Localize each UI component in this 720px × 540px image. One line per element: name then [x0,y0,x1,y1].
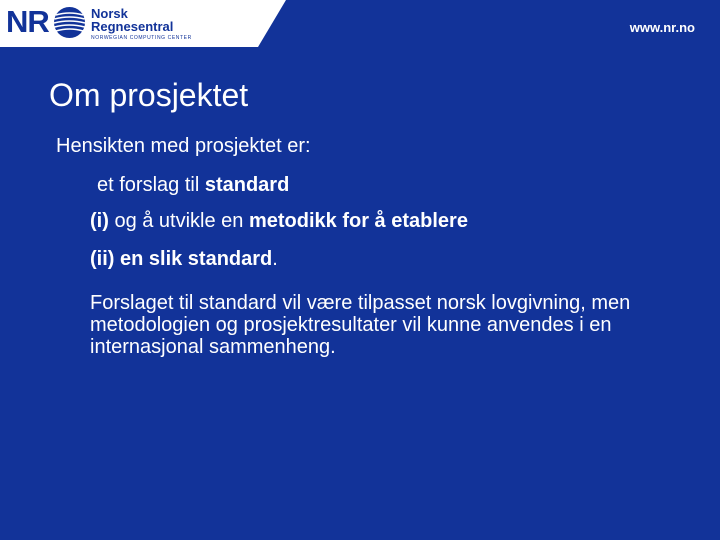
bullet-line-b [90,209,468,233]
intro-text: Hensikten med prosjektet er: [56,135,311,157]
logo-name-line2: Regnesentral [91,19,174,34]
website-url[interactable]: www.nr.no [629,20,695,35]
logo-initials: NR [6,4,49,39]
globe-icon [53,6,86,39]
slide-title: Om prosjektet [49,77,249,113]
logo-diagonal-edge [258,0,286,47]
bullet-line-a [97,173,289,197]
line-a-text: et forslag til [97,174,205,196]
line-c-text: . [272,248,278,270]
summary-paragraph: Forslaget til standard vil være tilpasset norsk lovgivning, men metodologien og prosjektresultater vil kunne anvendes i en internasjonal sammenheng. [90,292,631,358]
bullet-line-c [90,247,278,271]
line-a-bold: standard [204,174,290,196]
line-c-bold: (ii) en slik standard [90,248,273,270]
line-b-bold-1: (i) [90,210,109,232]
line-b-text: og å utvikle en [108,210,249,232]
logo-name-line1: Norsk [91,6,128,21]
line-b-bold-2: metodikk for å etablere [248,210,468,232]
logo[interactable] [0,0,258,47]
logo-subtitle: NORWEGIAN COMPUTING CENTER [91,35,192,41]
